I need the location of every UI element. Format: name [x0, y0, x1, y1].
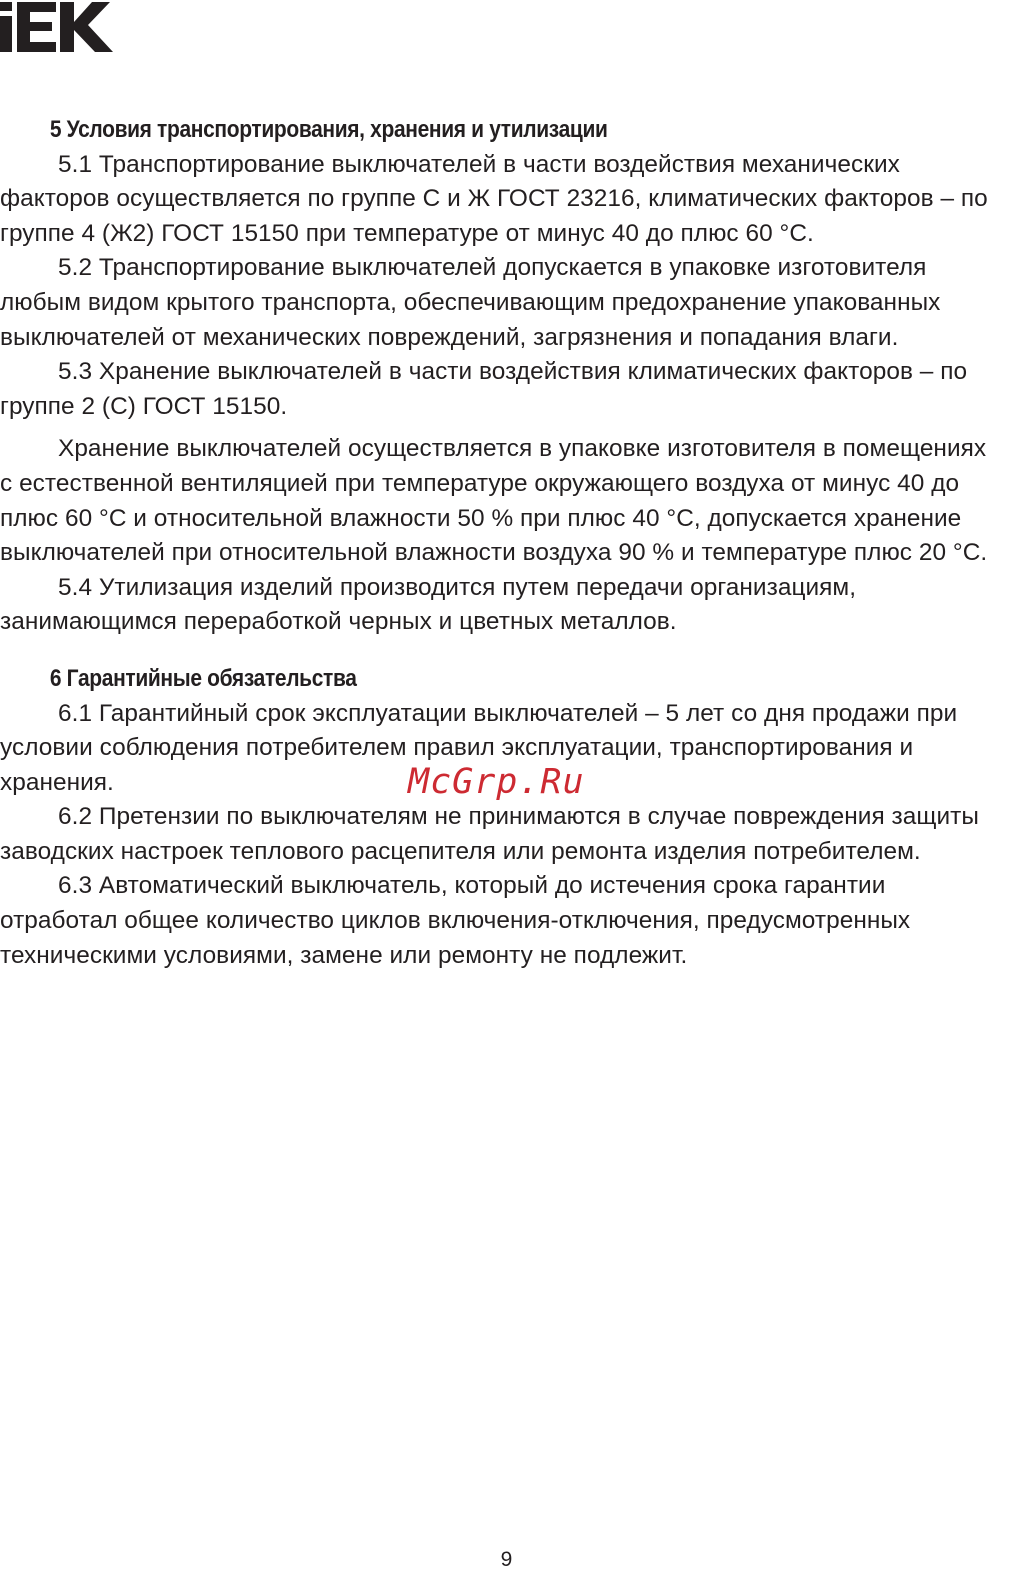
paragraph-6-1: 6.1 Гарантийный срок эксплуатации выключателей – 5 лет со дня продажи при условии соблюдения потребителем правил эксплуатации, транспортирования и хранения. — [0, 699, 958, 796]
section-5-heading: 5 Условия транспортирования, хранения и утилизации — [49, 116, 608, 143]
iek-logo — [0, 0, 114, 54]
paragraph-5-3-storage: Хранение выключателей осуществляется в упаковке изготовителя в помещениях с естественной вентиляцией при температуре окружающего воздуха от минус 40 до плюс 60 °С и относительной влажности 50 % при плюс 40 °С, допускается хранение выключателей при относительной влажности воздуха 90 % и температуре плюс 20 °С. — [0, 435, 988, 567]
paragraph-5-4: 5.4 Утилизация изделий производится путем передачи организациям, занимающимся переработкой черных и цветных металлов. — [0, 573, 857, 636]
paragraph-6-2: 6.2 Претензии по выключателям не принимаются в случае повреждения защиты заводских настроек теплового расцепителя или ремонта изделия потребителем. — [0, 803, 979, 865]
watermark: McGrp.Ru — [408, 762, 585, 802]
section-6-heading: 6 Гарантийные обязательства — [49, 664, 357, 692]
paragraph-5-1: 5.1 Транспортирование выключателей в части воздействия механических факторов осуществляется по группе С и Ж ГОСТ 23216, климатических факторов – по группе 4 (Ж2) ГОСТ 15150 при температуре от минус 40 до плюс 60 °С. — [0, 150, 988, 247]
paragraph-6-3: 6.3 Автоматический выключатель, который до истечения срока гарантии отработал общее количество циклов включения-отключения, предусмотренных техническими условиями, замене или ремонту не подлежит. — [0, 872, 911, 969]
paragraph-5-3: 5.3 Хранение выключателей в части воздействия климатических факторов – по группе 2 (С) ГОСТ 15150. — [0, 358, 968, 420]
document-body — [0, 113, 1005, 973]
paragraph-5-2: 5.2 Транспортирование выключателей допускается в упаковке изготовителя любым видом крытого транспорта, обеспечивающим предохранение упакованных выключателей от механических повреждений, загрязнения и попадания влаги. — [0, 254, 941, 351]
page-number: 9 — [500, 1548, 513, 1571]
